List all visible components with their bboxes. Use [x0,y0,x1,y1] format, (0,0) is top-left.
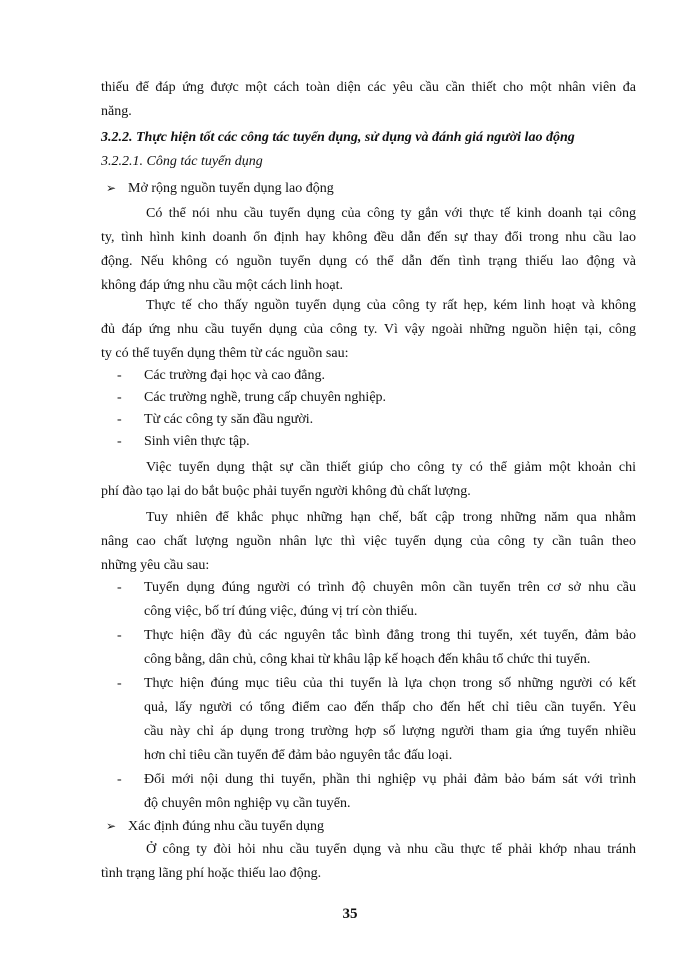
text-line: công bằng, dân chủ, công khai từ khâu lập kế hoạch đến khâu tổ chức thi tuyển. [144,652,591,667]
text-line: thiếu để đáp ứng được một cách toàn diện các yêu cầu cần thiết cho một nhân viên đa [101,80,636,95]
dash-bullet-icon: - [117,412,122,427]
text-line: Việc tuyển dụng thật sự cần thiết giúp cho công ty có thể giảm một khoản chi [146,460,636,475]
text-line: động. Nếu không có nguồn tuyển dụng có thể dẫn đến tình trạng thiếu lao động và [101,254,636,269]
dash-bullet-icon: - [117,676,122,691]
text-line: độ chuyên môn nghiệp vụ cần tuyển. [144,796,351,811]
text-line: công việc, bố trí đúng việc, đúng vị trí còn thiếu. [144,604,418,619]
source-list-text: Sinh viên thực tập. [144,434,250,449]
requirement-text [144,624,636,672]
text-line: Có thể nói nhu cầu tuyển dụng của công ty gắn với thực tế kinh doanh tại công [146,206,636,221]
text-line: ty có thể tuyển dụng thêm từ các nguồn sau: [101,346,349,361]
requirement-text [144,576,636,624]
text-line: những yêu cầu sau: [101,558,210,573]
text-line: đủ đáp ứng nhu cầu tuyển dụng của công ty. Vì vậy ngoài những nguồn hiện tại, công [101,322,636,337]
text-line: Ở công ty đòi hỏi nhu cầu tuyển dụng và nhu cầu thực tế phải khớp nhau tránh [146,842,636,857]
source-list-text: Các trường đại học và cao đẳng. [144,368,325,383]
text-line: phí đào tạo lại do bắt buộc phải tuyển người không đủ chất lượng. [101,484,471,499]
requirement-text [144,672,636,768]
paragraph-4 [101,506,636,578]
text-line: cầu này chỉ áp dụng trong trường hợp số lượng người tham gia ứng tuyển nhiều [144,724,636,739]
arrow-bullet-expand-sources [106,176,334,201]
text-line: tình trạng lãng phí hoặc thiếu lao động. [101,866,322,881]
arrow-bullet-text: Mở rộng nguồn tuyển dụng lao động [128,181,334,196]
source-list-text: Từ các công ty săn đầu người. [144,412,314,427]
text-line: Tuy nhiên để khắc phục những hạn chế, bất cập trong những năm qua nhằm [146,510,636,525]
arrow-bullet-icon: ➢ [106,819,117,833]
paragraph-1 [101,202,636,298]
dash-bullet-icon: - [117,772,122,787]
text-line: không đáp ứng nhu cầu một cách linh hoạt. [101,278,344,293]
dash-bullet-icon: - [117,434,122,449]
dash-bullet-icon: - [117,390,122,405]
text-line: Đổi mới nội dung thi tuyển, phần thi nghiệp vụ phải đảm bảo bám sát với trình [144,772,636,787]
text-line: quả, lấy người có tổng điểm cao đến thấp cho đến hết chỉ tiêu cần tuyển. Yêu [144,700,636,715]
source-list-text: Các trường nghề, trung cấp chuyên nghiệp. [144,390,387,405]
paragraph-intro [101,76,636,124]
text-line: Thực hiện đầy đủ các nguyên tắc bình đẳng trong thi tuyển, xét tuyển, đảm bảo [144,628,636,643]
arrow-bullet-text: Xác định đúng nhu cầu tuyển dụng [128,819,324,834]
paragraph-5 [101,838,636,886]
dash-bullet-icon: - [117,368,122,383]
text-line: nâng cao chất lượng nguồn nhân lực thì việc tuyển dụng của công ty cần tuân theo [101,534,636,549]
dash-bullet-icon: - [117,628,122,643]
paragraph-3 [101,456,636,504]
text-line: Thực hiện đúng mục tiêu của thi tuyển là lựa chọn trong số những người có kết [144,676,636,691]
section-heading-3-2-2: 3.2.2. Thực hiện tốt các công tác tuyển dụng, sử dụng và đánh giá người lao động [101,130,575,145]
requirement-text [144,768,636,816]
text-line: hơn chỉ tiêu cần tuyển để đảm bảo nguyên tắc đấu loại. [144,748,453,763]
dash-bullet-icon: - [117,580,122,595]
text-line: Thực tế cho thấy nguồn tuyển dụng của công ty rất hẹp, kém linh hoạt và không [146,298,636,313]
page-number: 35 [342,906,358,922]
arrow-bullet-determine-needs [106,814,324,839]
paragraph-2 [101,294,636,366]
text-line: năng. [101,104,132,119]
subsection-heading-3-2-2-1: 3.2.2.1. Công tác tuyển dụng [101,154,263,169]
text-line: Tuyển dụng đúng người có trình độ chuyên môn cần tuyển trên cơ sở nhu cầu [144,580,636,595]
arrow-bullet-icon: ➢ [106,181,117,195]
text-line: ty, tình hình kinh doanh ổn định hay không đều dẫn đến sự thay đổi trong nhu cầu lao [101,230,636,245]
